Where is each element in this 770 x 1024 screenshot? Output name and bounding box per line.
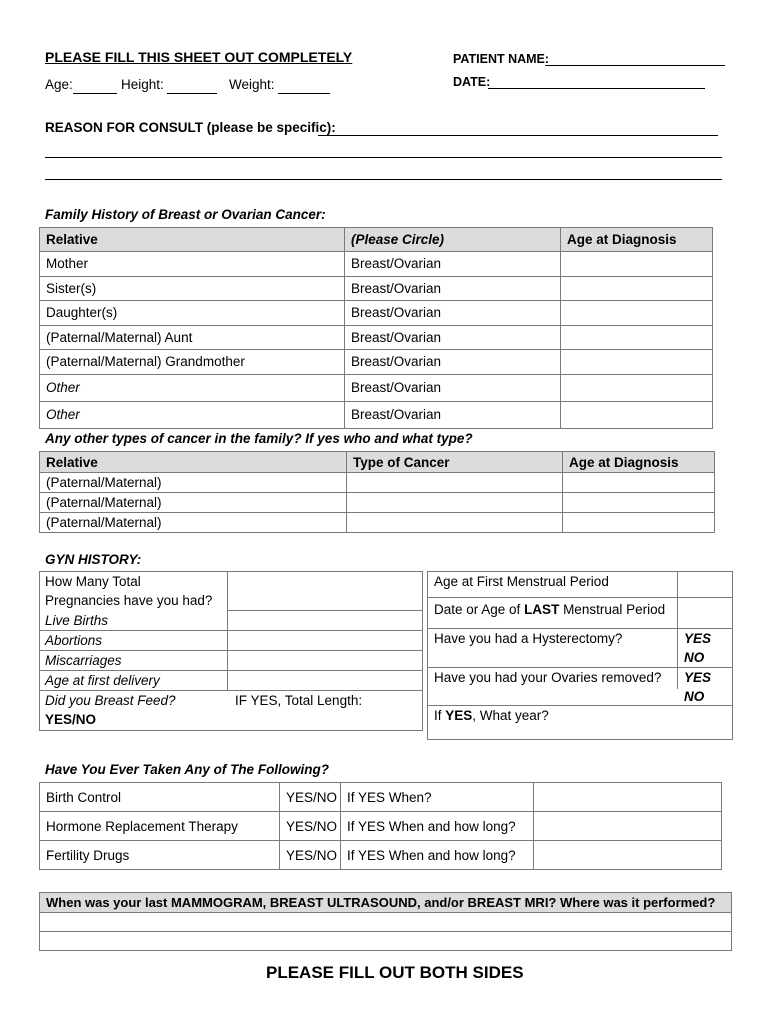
cancer-type-circle[interactable]: Breast/Ovarian — [345, 301, 561, 326]
medication-answer-field[interactable] — [534, 783, 722, 812]
table-row — [40, 473, 715, 493]
relative-cell: (Paternal/Maternal) Grandmother — [40, 350, 345, 375]
ovaries-label: Have you had your Ovaries removed? — [434, 670, 662, 685]
table-row — [40, 812, 722, 841]
medication-answer-field[interactable] — [534, 812, 722, 841]
age-diagnosis-field[interactable] — [561, 276, 713, 301]
yes-no-option[interactable]: YES/NO — [280, 841, 341, 870]
cancer-type-field[interactable] — [347, 473, 563, 493]
abortions-label: Abortions — [45, 633, 103, 648]
yes-no-option[interactable]: YES/NO — [280, 783, 341, 812]
ovaries-year-label: If YES, What year? — [434, 708, 549, 723]
gyn-right-row-line — [427, 667, 732, 668]
breast-feed-length-label: IF YES, Total Length: — [235, 693, 363, 708]
gyn-history-title: GYN HISTORY: — [45, 552, 142, 567]
medication-name: Fertility Drugs — [40, 841, 280, 870]
age-label: Age: — [45, 77, 73, 92]
gyn-right-divider — [677, 571, 678, 689]
family-history-table — [39, 227, 713, 429]
gyn-right-row-line — [427, 628, 732, 629]
first-menstrual-label: Age at First Menstrual Period — [434, 574, 609, 589]
age-diagnosis-field[interactable] — [561, 401, 713, 428]
reason-line-1[interactable] — [318, 135, 718, 136]
family-history-title: Family History of Breast or Ovarian Cancer: — [45, 207, 326, 222]
age-diagnosis-field[interactable] — [561, 325, 713, 350]
relative-cell: (Paternal/Maternal) Aunt — [40, 325, 345, 350]
table-row — [40, 783, 722, 812]
live-births-label: Live Births — [45, 613, 109, 628]
age-diagnosis-field[interactable] — [561, 374, 713, 401]
age-diagnosis-field[interactable] — [563, 473, 715, 493]
mammogram-answer-line[interactable] — [40, 913, 732, 932]
medication-question: If YES When and how long? — [341, 841, 534, 870]
other-cancer-title: Any other types of cancer in the family? If yes who and what type? — [45, 431, 473, 446]
col-header-age-at-diagnosis: Age at Diagnosis — [563, 452, 715, 473]
relative-cell: Daughter(s) — [40, 301, 345, 326]
pregnancies-label-line2: Pregnancies have you had? — [45, 593, 213, 608]
medication-name: Birth Control — [40, 783, 280, 812]
miscarriages-label: Miscarriages — [45, 653, 122, 668]
cancer-type-circle[interactable]: Breast/Ovarian — [345, 374, 561, 401]
col-header-relative: Relative — [40, 228, 345, 252]
relative-cell: Sister(s) — [40, 276, 345, 301]
cancer-type-circle[interactable]: Breast/Ovarian — [345, 252, 561, 277]
medications-title: Have You Ever Taken Any of The Following? — [45, 762, 330, 777]
table-row — [40, 252, 713, 277]
age-diagnosis-field[interactable] — [561, 350, 713, 375]
ovaries-yes[interactable]: YES — [684, 670, 712, 685]
hysterectomy-label: Have you had a Hysterectomy? — [434, 631, 623, 646]
reason-line-2[interactable] — [45, 157, 722, 158]
col-header-type-of-cancer: Type of Cancer — [347, 452, 563, 473]
col-header-age-at-diagnosis: Age at Diagnosis — [561, 228, 713, 252]
table-row — [40, 513, 715, 533]
reason-line-3[interactable] — [45, 179, 722, 180]
cancer-type-circle[interactable]: Breast/Ovarian — [345, 276, 561, 301]
relative-cell: Mother — [40, 252, 345, 277]
table-row — [40, 276, 713, 301]
gyn-right-row-line — [427, 597, 732, 598]
breast-feed-label: Did you Breast Feed? — [45, 693, 176, 708]
last-menstrual-label: Date or Age of LAST Menstrual Period — [434, 602, 666, 617]
medications-table — [39, 782, 722, 870]
table-row — [40, 325, 713, 350]
gyn-left-row-line — [227, 610, 422, 611]
medication-question: If YES When? — [341, 783, 534, 812]
cancer-type-field[interactable] — [347, 493, 563, 513]
relative-cell[interactable]: Other — [40, 401, 345, 428]
hysterectomy-yes[interactable]: YES — [684, 631, 712, 646]
col-header-please-circle: (Please Circle) — [345, 228, 561, 252]
reason-label: REASON FOR CONSULT (please be specific): — [45, 120, 336, 135]
table-row — [40, 374, 713, 401]
yes-no-option[interactable]: YES/NO — [280, 812, 341, 841]
col-header-relative: Relative — [40, 452, 347, 473]
cancer-type-circle[interactable]: Breast/Ovarian — [345, 325, 561, 350]
age-first-delivery-label: Age at first delivery — [45, 673, 160, 688]
gyn-right-row-line — [427, 705, 732, 706]
pregnancies-label-line1: How Many Total — [45, 574, 141, 589]
medication-question: If YES When and how long? — [341, 812, 534, 841]
age-diagnosis-field[interactable] — [563, 513, 715, 533]
cancer-type-circle[interactable]: Breast/Ovarian — [345, 401, 561, 428]
weight-field[interactable] — [278, 93, 330, 94]
breast-feed-yes-no[interactable]: YES/NO — [45, 712, 97, 727]
height-field[interactable] — [167, 93, 217, 94]
age-field[interactable] — [73, 93, 117, 94]
age-diagnosis-field[interactable] — [563, 493, 715, 513]
gyn-left-row-line — [39, 650, 422, 651]
mammogram-table — [39, 892, 732, 951]
table-row — [40, 301, 713, 326]
table-row — [40, 841, 722, 870]
medication-answer-field[interactable] — [534, 841, 722, 870]
age-diagnosis-field[interactable] — [561, 301, 713, 326]
relative-cell: (Paternal/Maternal) — [40, 473, 347, 493]
relative-cell: (Paternal/Maternal) — [40, 493, 347, 513]
table-row — [40, 401, 713, 428]
other-cancer-table — [39, 451, 715, 533]
footer-note: PLEASE FILL OUT BOTH SIDES — [266, 963, 524, 982]
cancer-type-field[interactable] — [347, 513, 563, 533]
date-field[interactable] — [488, 88, 705, 89]
height-label: Height: — [121, 77, 164, 92]
age-diagnosis-field[interactable] — [561, 252, 713, 277]
mammogram-answer-line[interactable] — [40, 932, 732, 951]
patient-name-label: PATIENT NAME: — [453, 52, 550, 66]
cancer-type-circle[interactable]: Breast/Ovarian — [345, 350, 561, 375]
patient-name-field[interactable] — [545, 65, 725, 66]
table-row — [40, 493, 715, 513]
gyn-left-row-line — [39, 690, 422, 691]
relative-cell[interactable]: Other — [40, 374, 345, 401]
medication-name: Hormone Replacement Therapy — [40, 812, 280, 841]
table-row — [40, 350, 713, 375]
gyn-left-row-line — [39, 670, 422, 671]
form-title: PLEASE FILL THIS SHEET OUT COMPLETELY — [45, 49, 353, 65]
ovaries-no[interactable]: NO — [684, 689, 705, 704]
relative-cell: (Paternal/Maternal) — [40, 513, 347, 533]
date-label: DATE: — [453, 75, 491, 89]
mammogram-question: When was your last MAMMOGRAM, BREAST ULTRASOUND, and/or BREAST MRI? Where was it performed? — [40, 893, 732, 913]
hysterectomy-no[interactable]: NO — [684, 650, 705, 665]
gyn-left-row-line — [39, 630, 422, 631]
weight-label: Weight: — [229, 77, 275, 92]
